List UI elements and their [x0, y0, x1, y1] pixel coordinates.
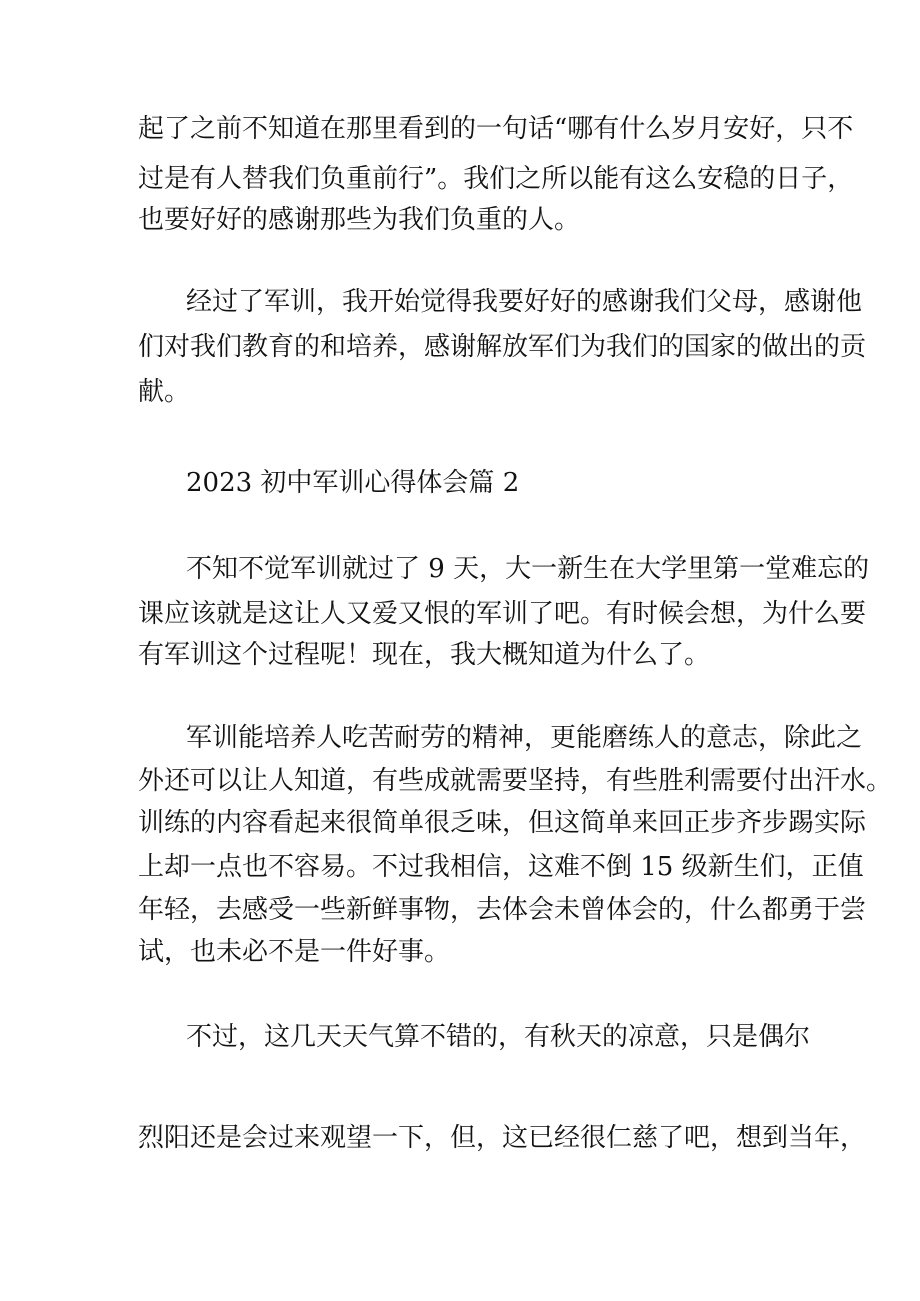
paragraph-line: 起了之前不知道在那里看到的一句话“哪有什么岁月安好，只不 — [138, 114, 854, 144]
paragraph-line: 也要好好的感谢那些为我们负重的人。 — [138, 205, 581, 235]
paragraph-line: 外还可以让人知道，有些成就需要坚持，有些胜利需要付出汗水。 — [138, 766, 893, 796]
section-heading: 2023 初中军训心得体会篇 2 — [186, 468, 520, 498]
paragraph-line: 试，也未必不是一件好事。 — [138, 937, 451, 967]
paragraph-line: 烈阳还是会过来观望一下，但，这已经很仁慈了吧，想到当年， — [138, 1123, 867, 1153]
paragraph-line: 过是有人替我们负重前行”。我们之所以能有这么安稳的日子， — [138, 164, 854, 194]
paragraph-line: 军训能培养人吃苦耐劳的精神，更能磨练人的意志，除此之 — [186, 723, 863, 753]
paragraph-line: 课应该就是这让人又爱又恨的军训了吧。有时候会想，为什么要 — [138, 599, 867, 629]
paragraph-line: 不知不觉军训就过了 9 天，大一新生在大学里第一堂难忘的 — [186, 554, 870, 584]
paragraph-line: 们对我们教育的和培养，感谢解放军们为我们的国家的做出的贡 — [138, 332, 867, 362]
paragraph-line: 有军训这个过程呢！现在，我大概知道为什么了。 — [138, 640, 711, 670]
paragraph-line: 献。 — [138, 377, 191, 407]
paragraph-line: 年轻，去感受一些新鲜事物，去体会未曾体会的，什么都勇于尝 — [138, 895, 867, 925]
paragraph-line: 不过，这几天天气算不错的，有秋天的凉意，只是偶尔 — [186, 1022, 811, 1052]
paragraph-line: 训练的内容看起来很简单很乏味，但这简单来回正步齐步踢实际 — [138, 808, 867, 838]
paragraph-line: 上却一点也不容易。不过我相信，这难不倒 15 级新生们，正值 — [138, 852, 864, 882]
paragraph-line: 经过了军训，我开始觉得我要好好的感谢我们父母，感谢他 — [186, 287, 863, 317]
